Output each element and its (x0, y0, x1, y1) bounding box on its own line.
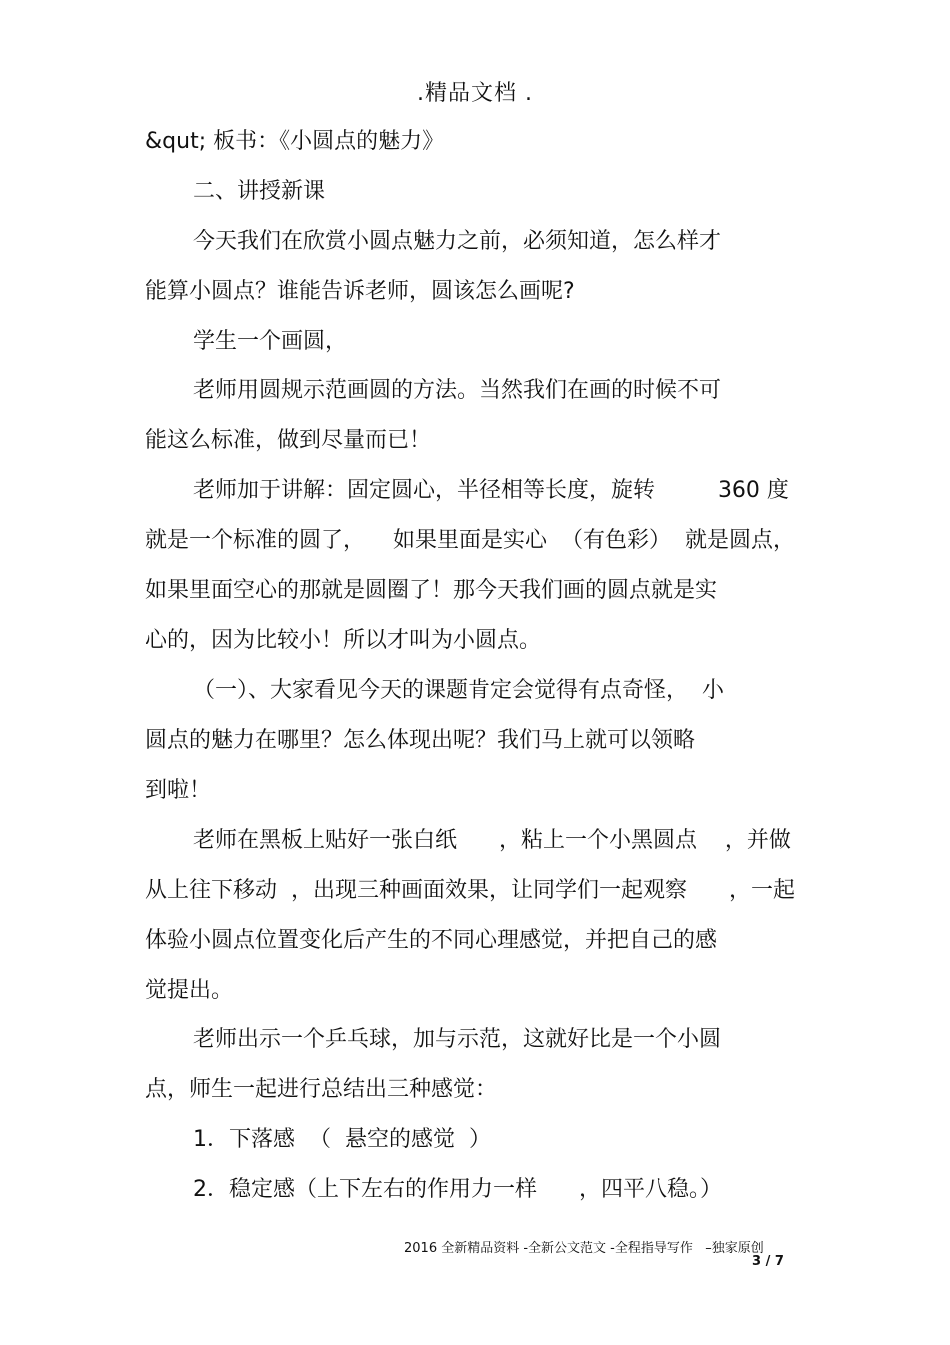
list-item: 1．下落感 （ 悬空的感觉 ） (193, 1127, 491, 1152)
body-line: 老师出示一个乒乓球，加与示范，这就好比是一个小圆 (193, 1027, 722, 1052)
section-heading: 二、讲授新课 (193, 179, 326, 204)
body-line: 就是一个标准的圆了， 如果里面是实心 （有色彩） 就是圆点， (145, 528, 795, 553)
body-line: 到啦！ (145, 778, 212, 803)
body-line: 心的，因为比较小！所以才叫为小圆点。 (145, 628, 542, 653)
body-line: 能这么标准，做到尽量而已！ (145, 428, 432, 453)
page-header: .精品文档 . (417, 81, 533, 106)
body-line: 体验小圆点位置变化后产生的不同心理感觉，并把自己的感 (145, 928, 718, 953)
body-line: 点，师生一起进行总结出三种感觉： (145, 1077, 498, 1102)
body-line: 老师在黑板上贴好一张白纸 ，粘上一个小黑圆点 ，并做 (193, 828, 791, 853)
page-number: 3 / 7 (752, 1254, 784, 1269)
body-line: 能算小圆点？谁能告诉老师，圆该怎么画呢? (145, 279, 575, 304)
body-line: &qut; 板书：《小圆点的魅力》 (145, 129, 445, 154)
body-line: 今天我们在欣赏小圆点魅力之前，必须知道，怎么样才 (193, 229, 722, 254)
body-line: 如果里面空心的那就是圆圈了！那今天我们画的圆点就是实 (145, 578, 718, 603)
body-line: 老师加于讲解：固定圆心，半径相等长度，旋转 360 度 (193, 478, 789, 503)
body-line: 圆点的魅力在哪里？怎么体现出呢？我们马上就可以领略 (145, 728, 696, 753)
body-line: 从上往下移动 ，出现三种画面效果，让同学们一起观察 ，一起 (145, 878, 795, 903)
list-item: 2．稳定感（上下左右的作用力一样 ，四平八稳。） (193, 1177, 722, 1202)
body-line: 老师用圆规示范画圆的方法。当然我们在画的时候不可 (193, 378, 722, 403)
body-line: 觉提出。 (145, 978, 234, 1003)
page-footer: 2016 全新精品资料 -全新公文范文 -全程指导写作 –独家原创 (404, 1241, 764, 1256)
body-line: （一）、大家看见今天的课题肯定会觉得有点奇怪， 小 (193, 678, 724, 703)
body-line: 学生一个画圆， (193, 329, 348, 354)
